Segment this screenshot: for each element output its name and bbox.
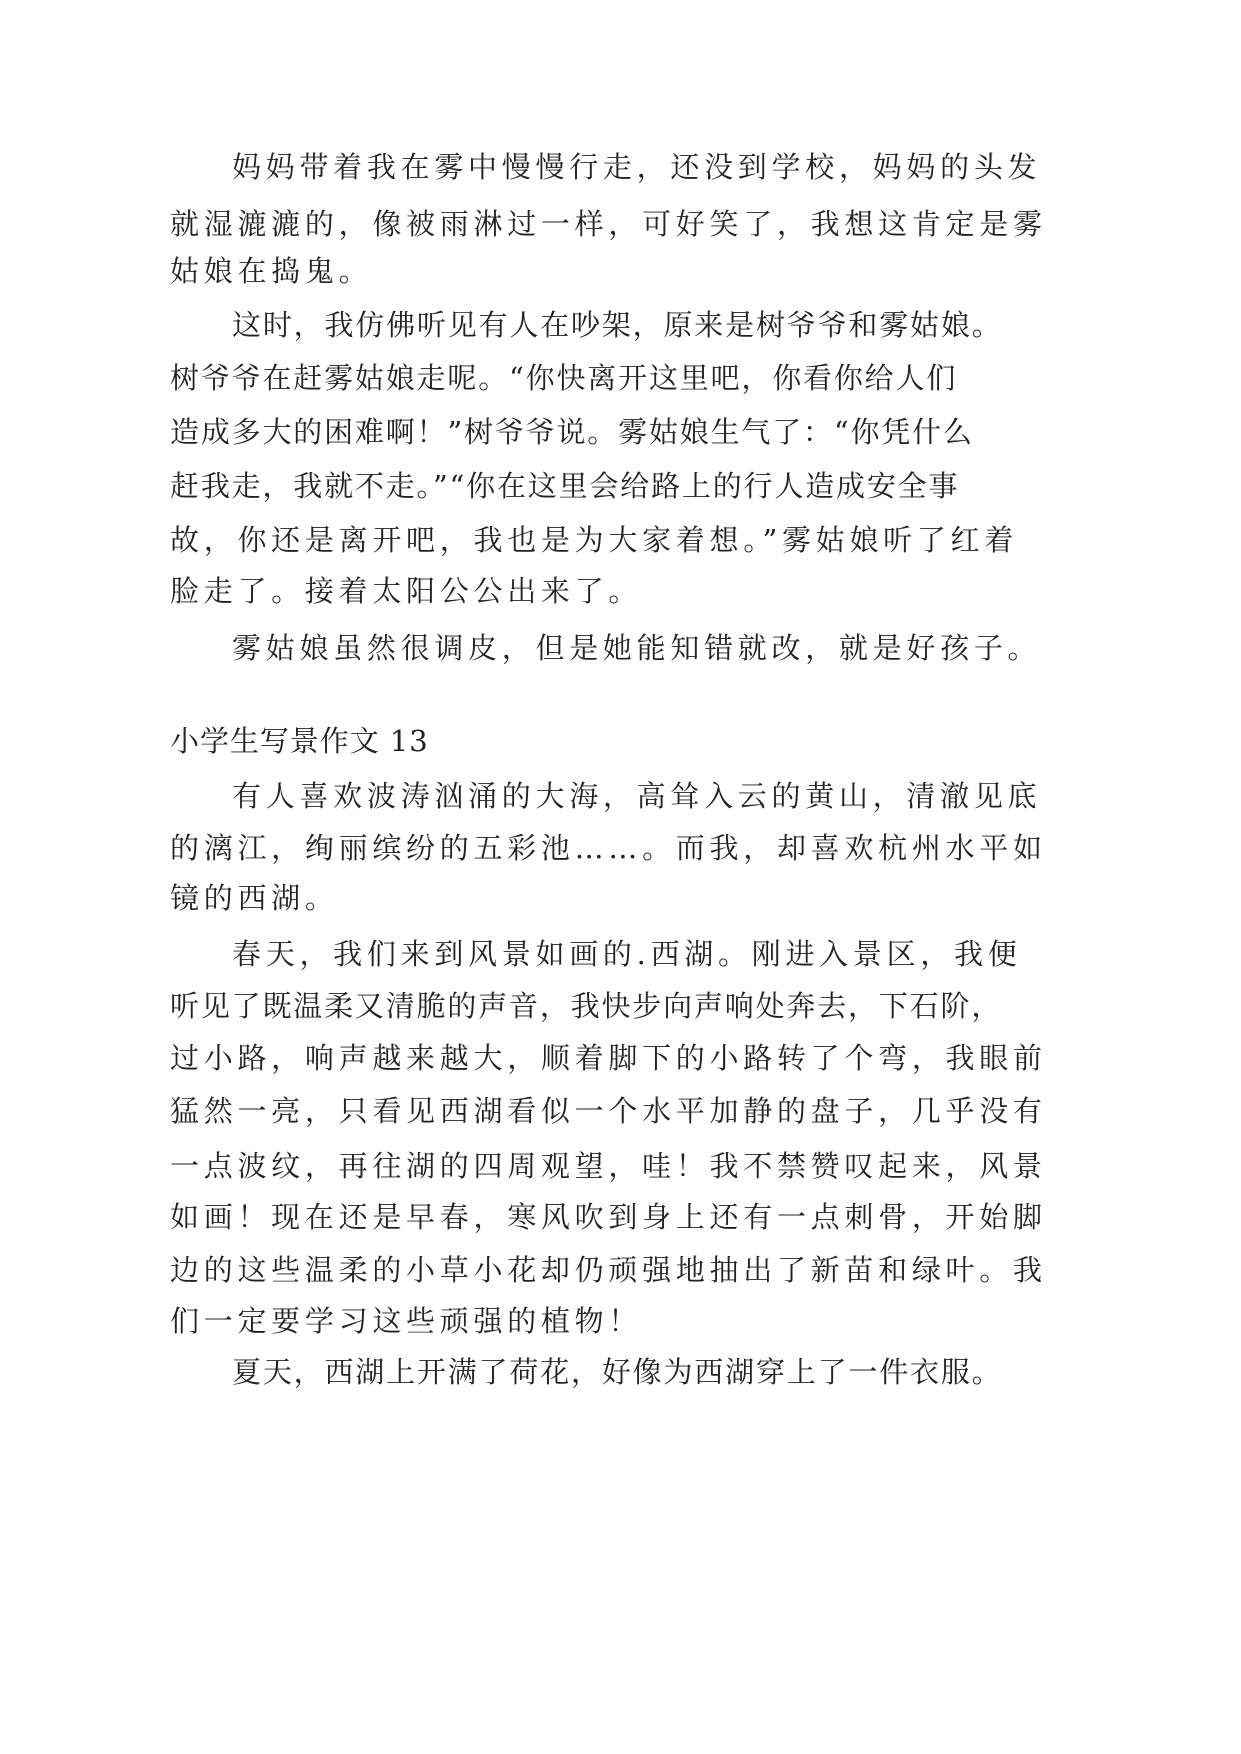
paragraph-line: 树爷爷在赶雾姑娘走呢。“你快离开这里吧，你看你给人们: [170, 361, 958, 395]
paragraph-line: 的漓江，绚丽缤纷的五彩池……。而我，却喜欢杭州水平如: [170, 831, 1047, 865]
paragraph-line: 猛然一亮，只看见西湖看似一个水平加静的盘子，几乎没有: [170, 1094, 1047, 1128]
paragraph-line: 们一定要学习这些顽强的植物！: [170, 1304, 643, 1338]
paragraph-line: 有人喜欢波涛汹涌的大海，高耸入云的黄山，清澈见底: [232, 779, 1042, 813]
paragraph-line: 听见了既温柔又清脆的声音，我快步向声响处奔去，下石阶，: [170, 989, 1003, 1023]
paragraph-line: 过小路，响声越来越大，顺着脚下的小路转了个弯，我眼前: [170, 1041, 1047, 1075]
paragraph-line: 妈妈带着我在雾中慢慢行走，还没到学校，妈妈的头发: [232, 150, 1042, 184]
paragraph-line: 造成多大的困难啊！”树爷爷说。雾姑娘生气了：“你凭什么: [170, 415, 974, 449]
paragraph-line: 一点波纹，再往湖的四周观望，哇！我不禁赞叹起来，风景: [170, 1149, 1047, 1183]
paragraph-line: 姑娘在捣鬼。: [170, 254, 373, 288]
paragraph-line: 如画！现在还是早春，寒风吹到身上还有一点刺骨，开始脚: [170, 1200, 1047, 1234]
paragraph-line: 赶我走，我就不走。”“你在这里会给路上的行人造成安全事: [170, 469, 960, 503]
paragraph-line: 雾姑娘虽然很调皮，但是她能知错就改，就是好孩子。: [232, 631, 1042, 665]
paragraph-line: 边的这些温柔的小草小花却仍顽强地抽出了新苗和绿叶。我: [170, 1253, 1047, 1287]
paragraph-line: 这时，我仿佛听见有人在吵架，原来是树爷爷和雾姑娘。: [232, 308, 1003, 342]
paragraph-line: 故，你还是离开吧，我也是为大家着想。”雾姑娘听了红着: [170, 523, 1019, 557]
paragraph-line: 脸走了。接着太阳公公出来了。: [170, 574, 643, 608]
paragraph-line: 镜的西湖。: [170, 881, 339, 915]
section-heading: 小学生写景作文 13: [170, 724, 429, 758]
paragraph-line: 春天，我们来到风景如画的.西湖。刚进入景区，我便: [232, 937, 1022, 971]
paragraph-line: 就湿漉漉的，像被雨淋过一样，可好笑了，我想这肯定是雾: [170, 207, 1047, 241]
paragraph-line: 夏天，西湖上开满了荷花，好像为西湖穿上了一件衣服。: [232, 1355, 1003, 1389]
